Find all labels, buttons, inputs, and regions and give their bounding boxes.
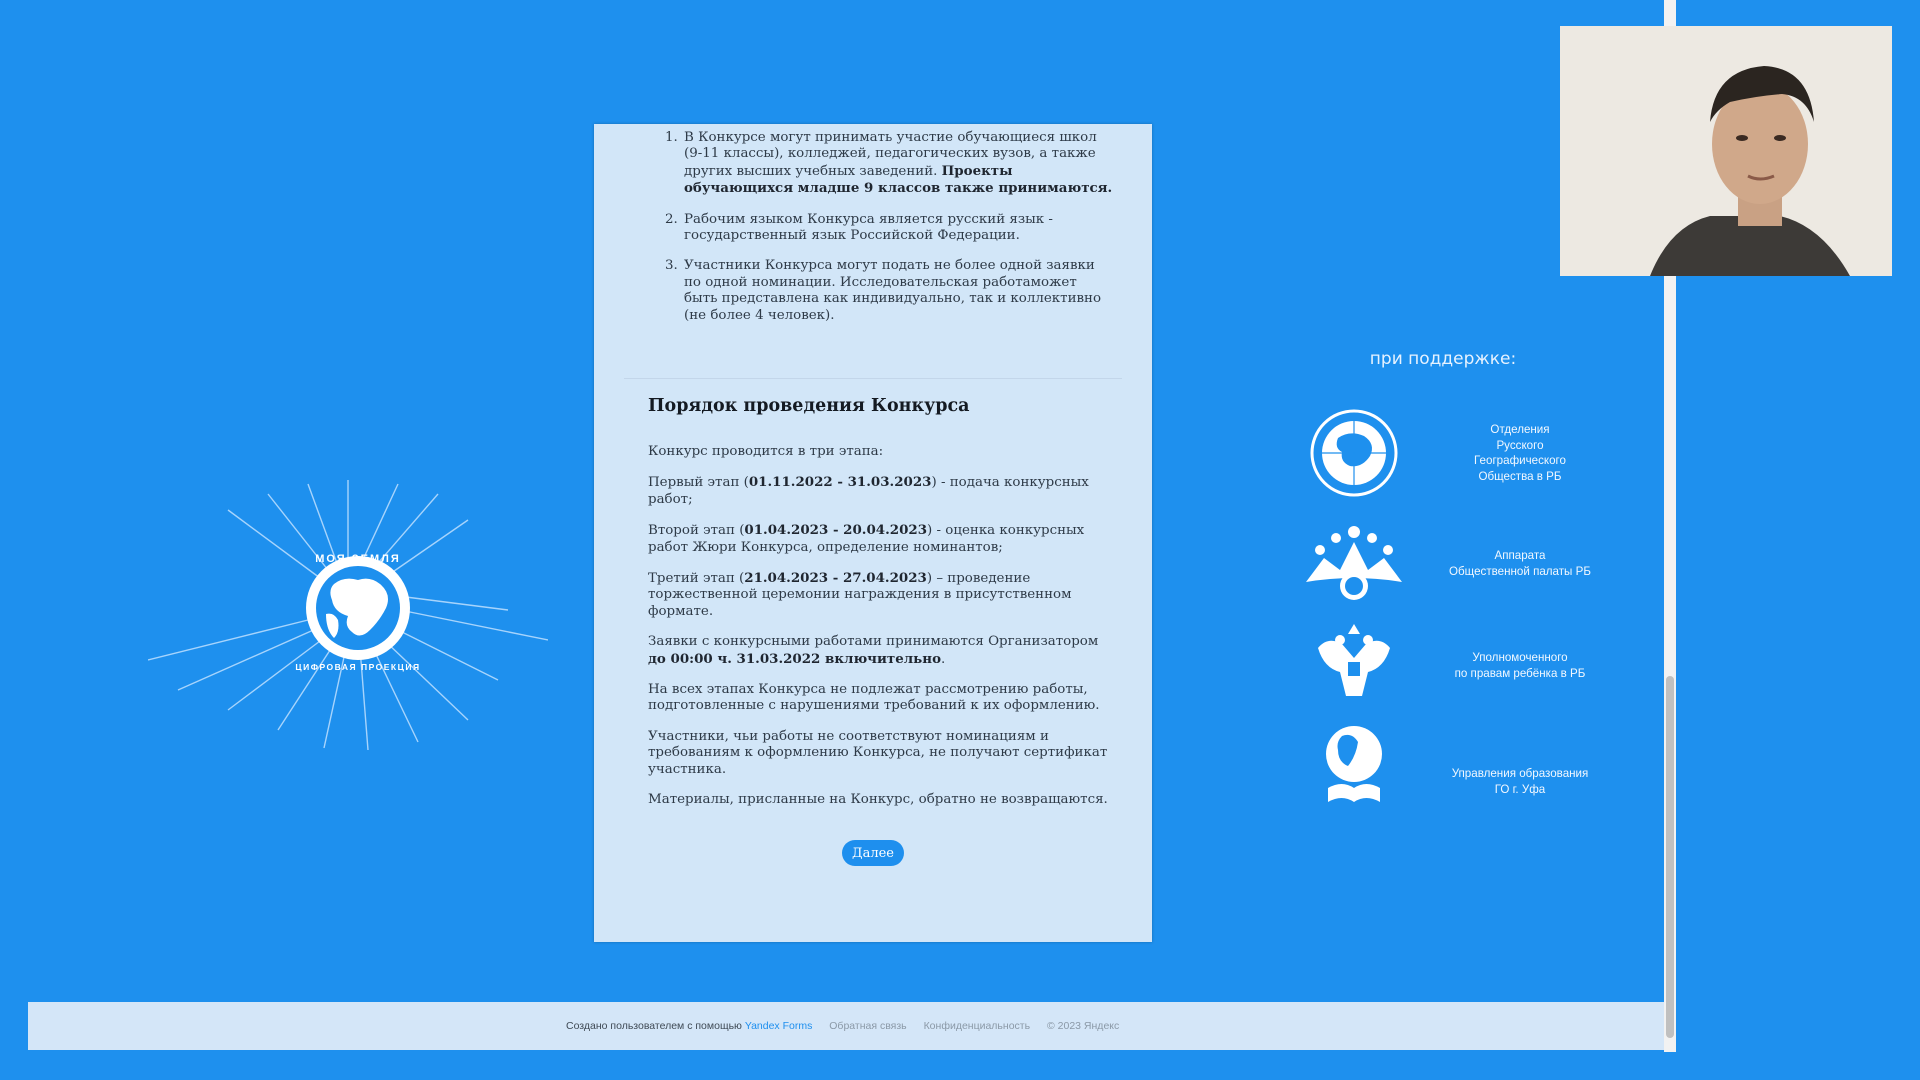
support-label: Управления образования ГО г. Уфа [1451, 767, 1589, 796]
stage-dates: 01.04.2023 - 20.04.2023 [744, 522, 928, 539]
stage-2 [648, 522, 1108, 556]
logo-bottom-text: ЦИФРОВАЯ ПРОЕКЦИЯ [295, 662, 421, 672]
stage-desc: ) – проведение торжественной церемонии награждения в присутственном формате. [648, 571, 1072, 619]
support-label: Аппарата Общественной палаты РБ [1449, 549, 1591, 578]
stage-label: Первый этап ( [648, 475, 749, 491]
stage-label: Второй этап ( [648, 523, 745, 539]
stage-desc: ) - подача конкурсных работ; [648, 475, 1089, 507]
rgo-globe-icon [1298, 408, 1410, 498]
support-item-chamber [1298, 520, 1618, 610]
page-frame [28, 0, 1674, 1052]
page-footer [28, 1002, 1664, 1050]
stages-intro: Конкурс проводится в три этапа: [648, 444, 884, 459]
section-body [648, 444, 1108, 823]
deadline-text [648, 634, 1108, 668]
support-item-education [1298, 722, 1618, 812]
violations-text: На всех этапах Конкурса не подлежат рассмотрению работы, подготовленные с нарушениями требований к их оформлению. [648, 682, 1100, 714]
next-button[interactable]: Далее [842, 840, 904, 866]
project-logo [148, 480, 548, 750]
rule-text: Участники Конкурса могут подать не более одной заявки по одной номинации. Исследовательская работаможет быть представлена как индивидуально, так и коллективно (не более 4 человек). [684, 258, 1102, 323]
form-card [594, 124, 1152, 942]
rules-list [594, 130, 1152, 338]
deadline-date: до 00:00 ч. 31.03.2022 включительно [648, 650, 941, 667]
presenter-video [1560, 26, 1892, 276]
section-title: Порядок проведения Конкурса [648, 396, 970, 416]
stage-label: Третий этап ( [648, 571, 745, 587]
webcam-overlay [1560, 26, 1892, 276]
double-eagle-icon [1298, 618, 1410, 708]
logo-top-text: МОЯ ЗЕМЛЯ [315, 553, 401, 565]
privacy-link[interactable]: Конфиденциальность [923, 1020, 1031, 1032]
support-label: Уполномоченного по правам ребёнка в РБ [1454, 651, 1586, 680]
rule-item-2 [682, 212, 1114, 245]
stage-1 [648, 474, 1108, 508]
materials-text: Материалы, присланные на Конкурс, обратно не возвращаются. [648, 792, 1108, 808]
rule-text: В Конкурсе могут принимать участие обучающиеся школ (9-11 классы), колледжей, педагогических вузов, а также других высших учебных заведений. [684, 130, 1097, 179]
rule-bold-text: Проекты обучающихся младше 9 классов также принимаются. [684, 162, 1113, 197]
support-item-ombudsman [1298, 618, 1618, 708]
support-title: при поддержке: [1369, 349, 1517, 369]
footer-created: Создано пользователем с помощью [566, 1020, 745, 1032]
rule-item-3 [682, 258, 1114, 324]
public-chamber-icon [1298, 520, 1410, 610]
education-book-icon [1298, 722, 1410, 812]
section-divider [624, 378, 1122, 379]
deadline-post: . [941, 651, 946, 667]
feedback-link[interactable]: Обратная связь [829, 1020, 907, 1032]
stage-dates: 21.04.2023 - 27.04.2023 [744, 570, 927, 587]
support-item-rgo [1298, 408, 1618, 498]
copyright-text: © 2023 Яндекс [1047, 1020, 1120, 1032]
stage-dates: 01.11.2022 - 31.03.2023 [748, 474, 932, 491]
footer-text [566, 1020, 1119, 1032]
participants-text: Участники, чьи работы не соответствуют номинациям и требованиям к оформлению Конкурса, не получают сертификат участника. [648, 728, 1108, 777]
support-label: Отделения Русского Географического Общества в РБ [1474, 423, 1566, 483]
scrollbar-thumb[interactable] [1666, 676, 1674, 1038]
deadline-pre: Заявки с конкурсными работами принимаются Организатором [648, 634, 1099, 650]
rule-text: Рабочим языком Конкурса является русский язык - государственный язык Российской Федерации. [684, 211, 1053, 244]
rule-item-1 [682, 130, 1114, 198]
stage-3 [648, 570, 1108, 620]
yandex-forms-link[interactable]: Yandex Forms [744, 1020, 813, 1032]
stage-desc: ) - оценка конкурсных работ Жюри Конкурса, определение номинантов; [648, 523, 1085, 555]
